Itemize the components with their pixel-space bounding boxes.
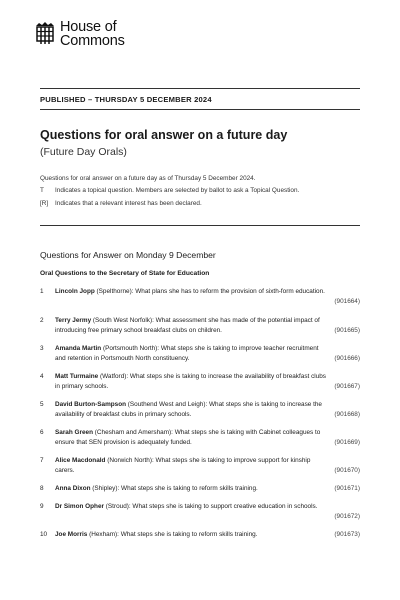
legend-mark: T — [40, 187, 44, 194]
page-subtitle: (Future Day Orals) — [40, 146, 127, 158]
question-text: Lincoln Jopp (Spelthorne): What plans she has to reform the provision of sixth-form education. — [55, 288, 325, 295]
question-number: 3 — [40, 345, 44, 352]
question-number: 5 — [40, 401, 44, 408]
question-ref: (901664) — [334, 298, 360, 305]
question-ref: (901672) — [334, 513, 360, 520]
logo-line-1: House of — [60, 19, 117, 35]
legend-mark: [R] — [40, 200, 49, 207]
member-name: Alice Macdonald — [55, 457, 106, 464]
logo-line-2: Commons — [60, 33, 125, 49]
section-rule — [40, 225, 360, 226]
page-title: Questions for oral answer on a future day — [40, 128, 288, 142]
question-text: Alice Macdonald (Norwich North): What steps she is taking to improve support for kinship carers. — [55, 457, 311, 474]
member-name: David Burton-Sampson — [55, 401, 127, 408]
intro-text: Questions for oral answer on a future day as of Thursday 5 December 2024. — [40, 175, 256, 182]
question-number: 6 — [40, 429, 44, 436]
question-ref: (901671) — [334, 485, 360, 492]
question-text: Matt Turmaine (Watford): What steps she is taking to increase the availability of breakfast clubs in primary schools. — [55, 373, 327, 390]
question-text: Joe Morris (Hexham): What steps she is taking to reform skills training. — [55, 531, 258, 538]
question-ref: (901673) — [334, 531, 360, 538]
question-number: 9 — [40, 503, 44, 510]
legend-topical — [40, 187, 299, 194]
logo-text — [60, 20, 125, 48]
legend-text: Indicates that a relevant interest has been declared. — [55, 200, 202, 207]
question-text: David Burton-Sampson (Southend West and Leigh): What steps she is taking to increase the availability of breakfast clubs in primary schools. — [55, 401, 322, 418]
question-number: 10 — [40, 531, 48, 538]
top-rule — [40, 88, 360, 89]
legend-text: Indicates a topical question. Members are selected by ballot to ask a Topical Question. — [55, 187, 300, 194]
question-ref: (901670) — [334, 467, 360, 474]
member-name: Dr Simon Opher — [55, 503, 105, 510]
section-heading: Questions for Answer on Monday 9 December — [40, 250, 216, 260]
question-ref: (901669) — [334, 439, 360, 446]
question-number: 8 — [40, 485, 44, 492]
question-ref: (901665) — [334, 327, 360, 334]
question-number: 4 — [40, 373, 44, 380]
question-text: Amanda Martin (Portsmouth North): What steps she is taking to improve teacher recruitment and retention in Portsmouth North constituency. — [55, 345, 319, 362]
member-name: Sarah Green — [55, 429, 94, 436]
member-name: Terry Jermy — [55, 317, 92, 324]
member-name: Anna Dixon — [55, 485, 91, 492]
header-rule — [40, 109, 360, 110]
question-number: 2 — [40, 317, 44, 324]
question-text: Terry Jermy (South West Norfolk): What assessment she has made of the potential impact of introducing free primary school breakfast clubs on children. — [55, 317, 320, 334]
question-ref: (901668) — [334, 411, 360, 418]
published-date: PUBLISHED – THURSDAY 5 DECEMBER 2024 — [40, 95, 212, 104]
question-text: Anna Dixon (Shipley): What steps she is taking to reform skills training. — [55, 485, 258, 492]
legend-interest — [40, 200, 202, 207]
member-name: Amanda Martin — [55, 345, 102, 352]
question-text: Dr Simon Opher (Stroud): What steps she is taking to support creative education in schools. — [55, 503, 318, 510]
question-number: 7 — [40, 457, 44, 464]
house-of-commons-logo — [34, 20, 125, 48]
question-ref: (901667) — [334, 383, 360, 390]
member-name: Lincoln Jopp — [55, 288, 95, 295]
member-name: Matt Turmaine — [55, 373, 99, 380]
member-name: Joe Morris — [55, 531, 88, 538]
question-number: 1 — [40, 288, 44, 295]
question-text: Sarah Green (Chesham and Amersham): What steps she is taking with Cabinet colleagues to ensure that SEN provision is adequately funded. — [55, 429, 321, 446]
department-heading: Oral Questions to the Secretary of State for Education — [40, 270, 210, 277]
portcullis-icon — [34, 20, 56, 46]
question-ref: (901666) — [334, 355, 360, 362]
